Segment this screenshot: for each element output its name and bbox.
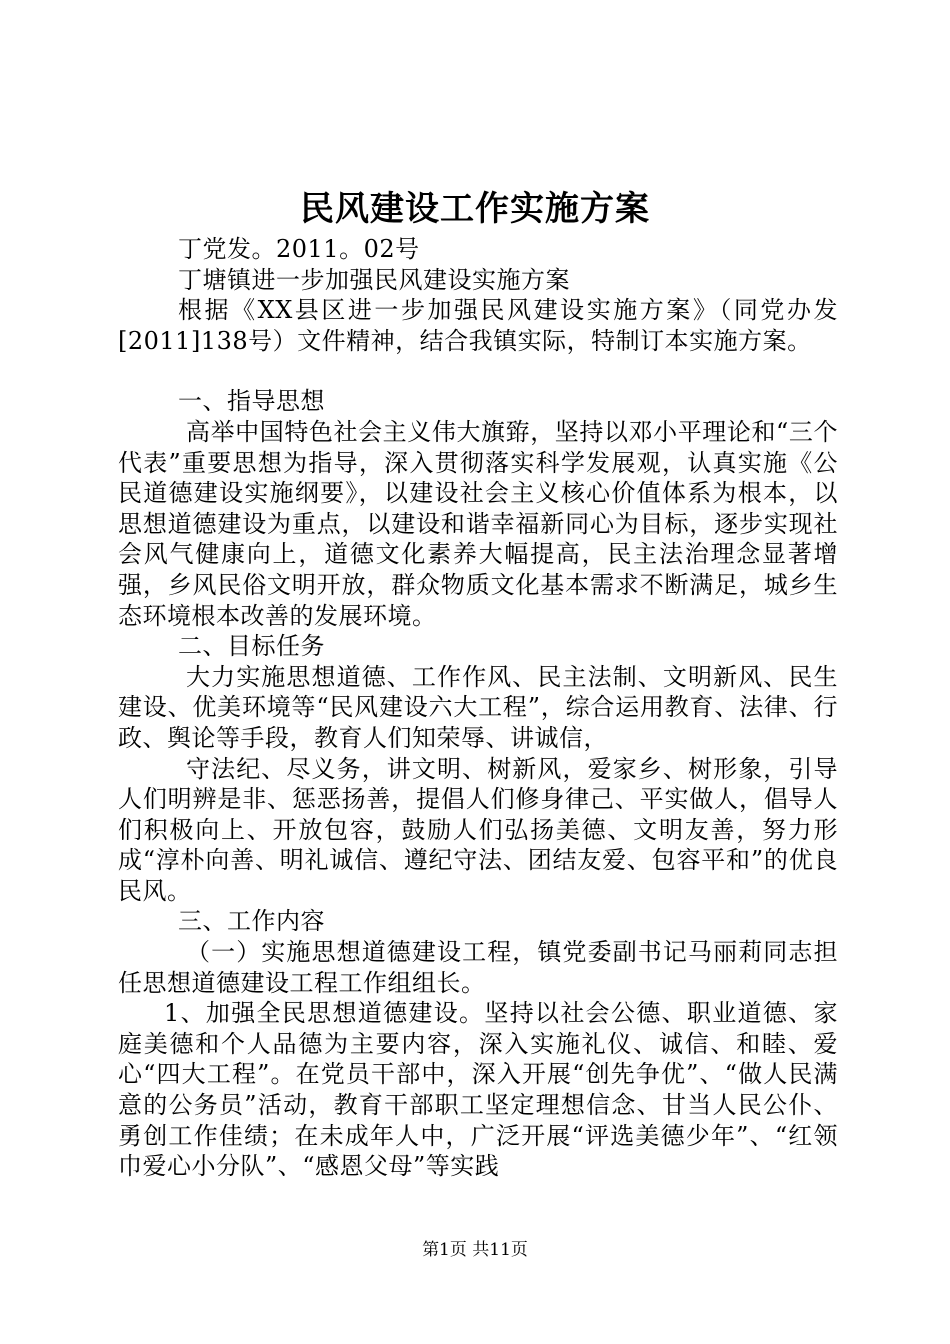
intro-paragraph: 根据《XX县区进一步加强民风建设实施方案》（同党办发[2011]138号）文件精神，结合我镇实际，特制订本实施方案。 — [118, 296, 838, 355]
document-body — [118, 234, 838, 1182]
page-footer: 第1页 共11页 — [422, 1240, 528, 1260]
paragraph-gap — [118, 356, 838, 386]
section3-subheading-1: （一）实施思想道德建设工程，镇党委副书记马丽莉同志担任思想道德建设工程工作组组长。 — [118, 938, 838, 997]
section2-paragraph-2: 守法纪、尽义务，讲文明、树新风，爱家乡、树形象，引导人们明辨是非、惩恶扬善，提倡人们修身律己、平实做人，倡导人们积极向上、开放包容，鼓励人们弘扬美德、文明友善，努力形成“淳朴向善、明礼诚信、遵纪守法、团结友爱、包容平和”的优良民风。 — [118, 754, 838, 905]
section2-paragraph-1: 大力实施思想道德、工作作风、民主法制、文明新风、民生建设、优美环境等“民风建设六大工程”，综合运用教育、法律、行政、舆论等手段，教育人们知荣辱、讲诚信， — [118, 662, 838, 752]
section3-item-1: 1、加强全民思想道德建设。坚持以社会公德、职业道德、家庭美德和个人品德为主要内容，深入实施礼仪、诚信、和睦、爱心“四大工程”。在党员干部中，深入开展“创先争优”、“做人民满意的公务员”活动，教育干部职工坚定理想信念、甘当人民公仆、勇创工作佳绩；在未成年人中，广泛开展“评选美德少年”、“红领巾爱心小分队”、“感恩父母”等实践 — [118, 999, 838, 1181]
document-title: 民风建设工作实施方案 — [300, 189, 650, 229]
doc-number: 丁党发。2011。02号 — [178, 235, 420, 263]
doc-subtitle: 丁塘镇进一步加强民风建设实施方案 — [178, 265, 570, 294]
section2-heading: 二、目标任务 — [178, 632, 325, 661]
section1-paragraph: 高举中国特色社会主义伟大旗臶，坚持以邓小平理论和“三个代表”重要思想为指导，深入贯彻落实科学发展观，认真实施《公民道德建设实施纲要》，以建设社会主义核心价值体系为根本，以思想道德建设为重点，以建设和谐幸福新同心为目标，逐步实现社会风气健康向上，道德文化素养大幅提高，民主法治理念显著增强，乡风民俗文明开放，群众物质文化基本需求不断满足，城乡生态环境根本改善的发展环境。 — [118, 417, 838, 630]
section3-heading: 三、工作内容 — [178, 907, 325, 936]
section1-heading: 一、指导思想 — [178, 387, 325, 416]
